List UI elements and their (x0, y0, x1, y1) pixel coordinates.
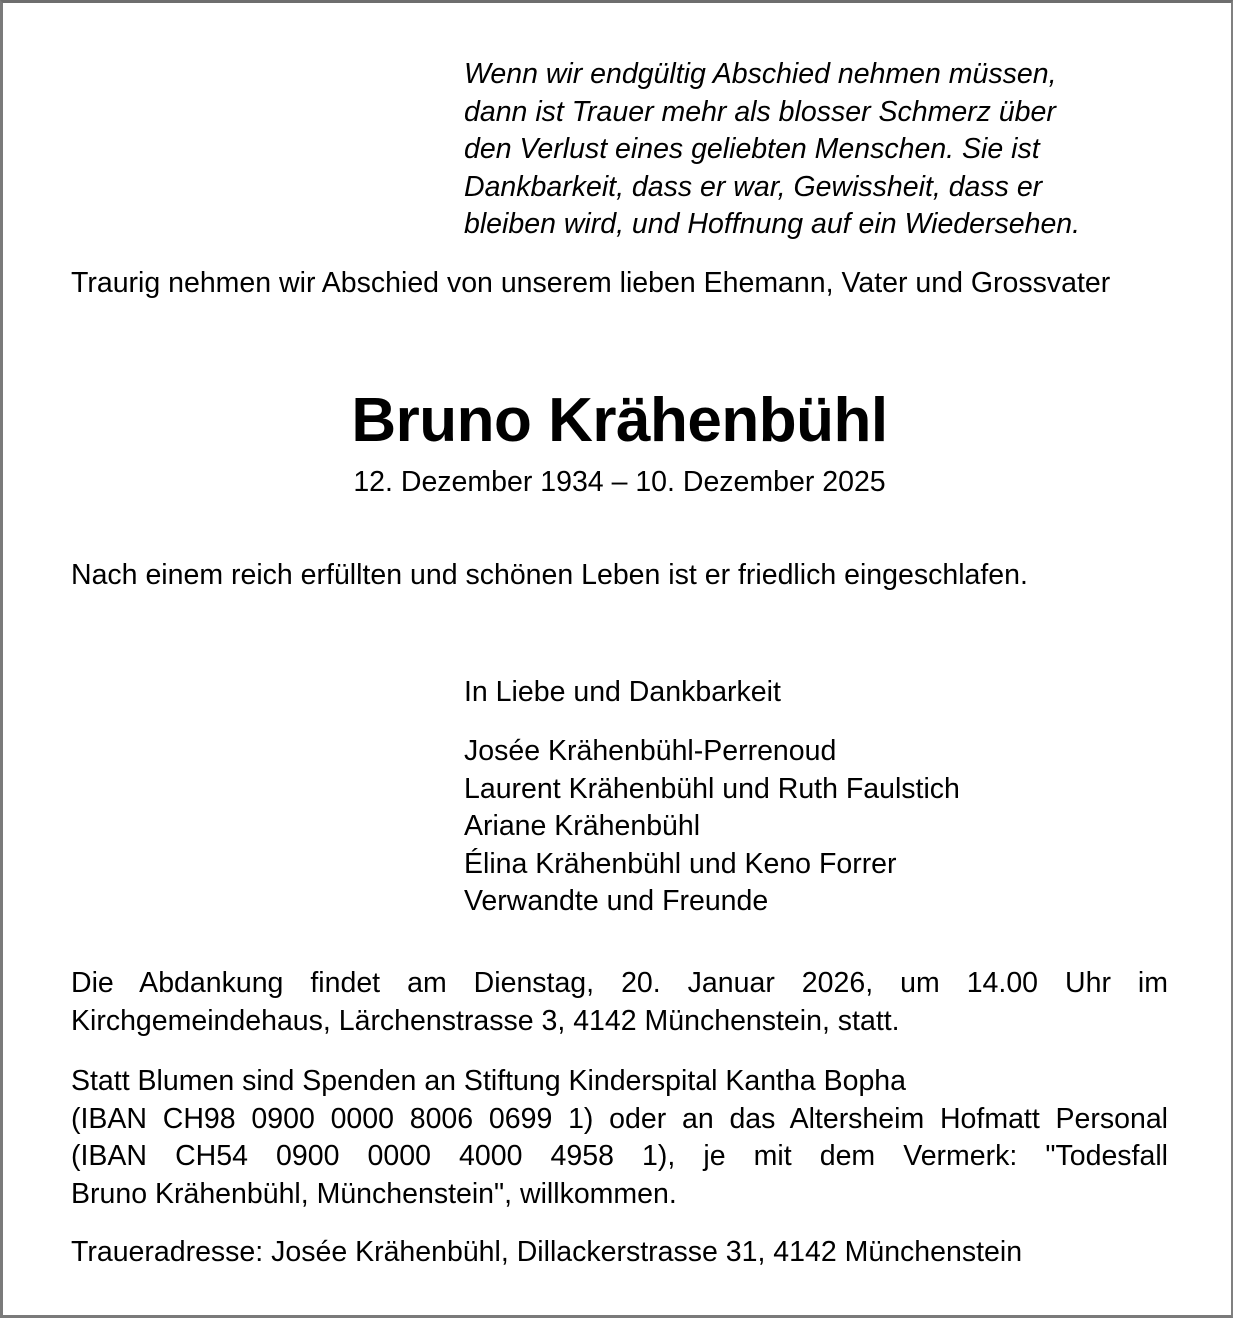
donation-line: Bruno Krähenbühl, Münchenstein", willkommen. (71, 1177, 677, 1210)
donation-line: (IBAN CH54 0900 0000 4000 4958 1), je mit dem Vermerk: "Todesfall (71, 1140, 1168, 1172)
mourner: Ariane Krähenbühl (464, 810, 701, 842)
mourner: Verwandte und Freunde (464, 885, 769, 917)
quote-line: dann ist Trauer mehr als blosser Schmerz über (464, 95, 1056, 128)
quote-line: Dankbarkeit, dass er war, Gewissheit, dass er (464, 170, 1043, 203)
donation-line: (IBAN CH98 0900 0000 8006 0699 1) oder an das Altersheim Hofmatt Personal (71, 1102, 1168, 1135)
mourners-list (464, 733, 960, 921)
quote-line: Wenn wir endgültig Abschied nehmen müssen, (464, 58, 1057, 90)
donation-info (71, 1063, 1168, 1213)
donation-line: Statt Blumen sind Spenden an Stiftung Kinderspital Kantha Bopha (71, 1065, 906, 1097)
ceremony-info: Die Abdankung findet am Dienstag, 20. Januar 2026, um 14.00 Uhr im Kirchgemeindehaus, Lärchenstrasse 3, 4142 Münchenstein, statt. (71, 967, 1168, 1037)
quote-line: bleiben wird, und Hoffnung auf ein Wiedersehen. (464, 208, 1081, 240)
mourning-address: Traueradresse: Josée Krähenbühl, Dillackerstrasse 31, 4142 Münchenstein (71, 1236, 1023, 1268)
peaceful-text: Nach einem reich erfüllten und schönen Leben ist er friedlich eingeschlafen. (71, 559, 1028, 591)
sign-lead: In Liebe und Dankbarkeit (464, 676, 781, 708)
memorial-quote (464, 56, 1184, 244)
mourner: Josée Krähenbühl-Perrenoud (464, 735, 837, 767)
mourner: Laurent Krähenbühl und Ruth Faulstich (464, 772, 960, 805)
quote-line: den Verlust eines geliebten Menschen. Sie ist (464, 133, 1040, 165)
deceased-name: Bruno Krähenbühl (351, 386, 888, 455)
intro-text: Traurig nehmen wir Abschied von unserem lieben Ehemann, Vater und Grossvater (71, 267, 1111, 299)
life-dates: 12. Dezember 1934 – 10. Dezember 2025 (353, 466, 886, 498)
mourner: Élina Krähenbühl und Keno Forrer (464, 847, 897, 880)
